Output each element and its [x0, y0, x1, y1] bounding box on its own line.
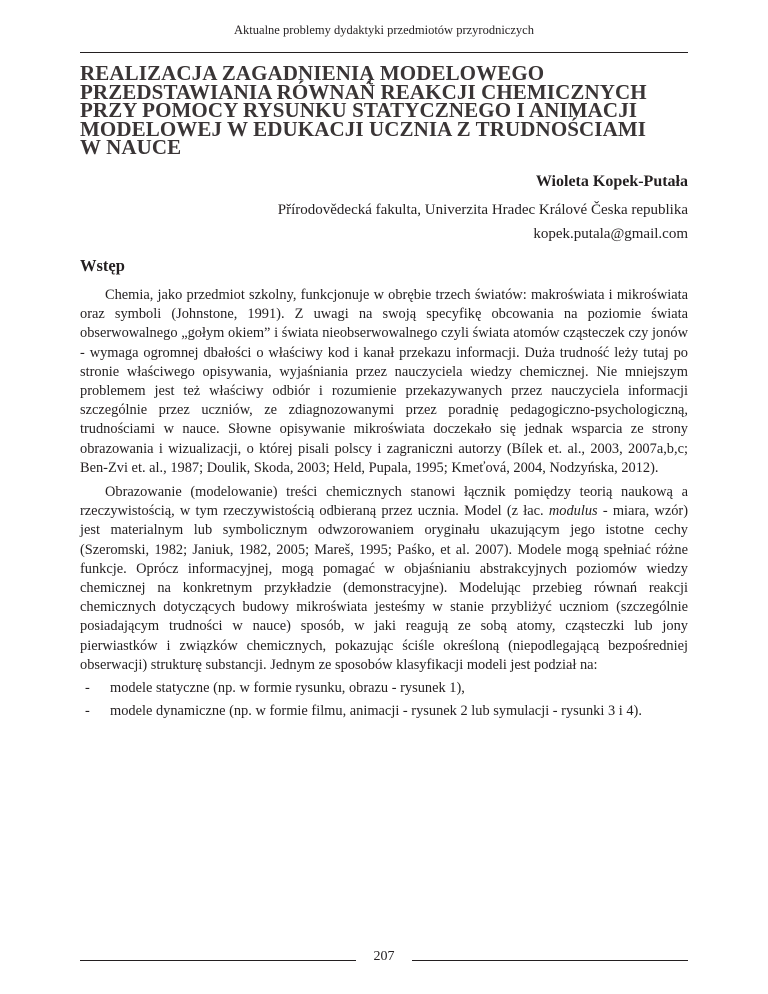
list-item-text: modele dynamiczne (np. w formie filmu, animacji - rysunek 2 lub symulacji - rysunki 3 i 4). — [110, 703, 642, 720]
title-line: W NAUCE — [80, 135, 182, 159]
list-item — [80, 679, 688, 698]
list-dash: - — [85, 680, 90, 697]
affiliation: Přírodovědecká fakulta, Univerzita Hradec Králové Česka republika — [277, 202, 688, 218]
paragraph: Chemia, jako przedmiot szkolny, funkcjonuje w obrębie trzech światów: makroświata i mikroświata oraz symboli (Johnstone, 1991). Z uwagi na swoją specyfikę obcowania na poziomie świata obserwowalnego „gołym okiem” i świata nieobserwowalnego czyli świata atomów cząsteczek czy jonów - wymaga ogromnej dbałości o właściwy kod i kanał przekazu informacji. Duża trudność leży tutaj po stronie właściwego opisywania, wyjaśniania przez nauczyciela wiedzy chemicznej. Nie mniejszym problemem jest też właściwy odbiór i rozumienie przekazywanych przez nauczyciela informacji szczególnie przez uczniów, ze zdiagnozowanymi przez poradnię pedagogiczno-psychologiczną, trudnościami w nauce. Słowne opisywanie mikroświata doczekało się jednak wsparcia ze strony obrazowania i wizualizacji, o której pisali polscy i zagraniczni autorzy (Bílek et. al., 2003, 2007a,b,c; Ben-Zvi et. al., 1987; Doulik, Skoda, 2003; Held, Pupala, 1995; Kmeťová, 2004, Nodzyńska, 2012). — [80, 287, 688, 476]
paragraph-text: - miara, wzór) jest materialnym lub symbolicznym odwzorowaniem oryginału ukazującym jego istotne cechy (Szeromski, 1982; Janiuk, 1982, 2005; Mareš, 1995; Paśko, et al. 2007). Modele mogą spełniać różne funkcje. Oprócz informacyjnej, mogą pomagać w objaśnianiu abstrakcyjnych poziomów wiedzy chemicznej na konkretnym przykładzie (demonstracyjne). Modelując przebieg równań reakcji chemicznych dotyczących budowy mikroświata jesteśmy w stanie przybliżyć uczniom (szczególnie posiadającym trudności w nauce) sposób, w jaki reagują ze sobą atomy, cząsteczki lub jony pierwiastków i związków chemicznych, pokazując ściśle określoną (niepodlegającą bezpośredniej obserwacji) strukturę substancji. Jednym ze sposobów klasyfikacji modeli jest podział na: — [80, 503, 688, 673]
paragraph — [80, 483, 688, 675]
running-header: Aktualne problemy dydaktyki przedmiotów przyrodniczych — [234, 23, 534, 37]
title-line: MODELOWEJ W EDUKACJI UCZNIA Z TRUDNOŚCIAMI — [80, 116, 647, 141]
article-title — [80, 61, 700, 159]
paragraph-text: Obrazowanie (modelowanie) treści chemicznych stanowi łącznik pomiędzy teorią naukową a rzeczywistością, w tym rzeczywistością odbieraną przez ucznia. Model (z łac. — [80, 484, 688, 520]
title-line: PRZY POMOCY RYSUNKU STATYCZNEGO I ANIMACJI — [80, 98, 638, 122]
article-body — [80, 286, 688, 721]
author-affiliation-block — [278, 198, 688, 246]
list-item-text: modele statyczne (np. w formie rysunku, obrazu - rysunek 1), — [110, 680, 465, 697]
footer-rule-right — [412, 960, 688, 961]
list-dash: - — [85, 703, 90, 720]
page-number: 207 — [373, 949, 395, 964]
title-line: PRZEDSTAWIANIA RÓWNAŃ REAKCJI CHEMICZNYCH — [80, 79, 647, 104]
author-name: Wioleta Kopek-Putała — [535, 173, 688, 190]
model-types-list — [80, 679, 688, 721]
author-email[interactable]: kopek.putala@gmail.com — [533, 226, 688, 242]
header-rule — [80, 52, 688, 53]
section-heading: Wstęp — [80, 256, 125, 275]
list-item — [80, 702, 688, 721]
latin-term: modulus — [548, 503, 598, 520]
title-line: REALIZACJA ZAGADNIENIĄ MODELOWEGO — [80, 61, 545, 85]
footer-rule-left — [80, 960, 356, 961]
